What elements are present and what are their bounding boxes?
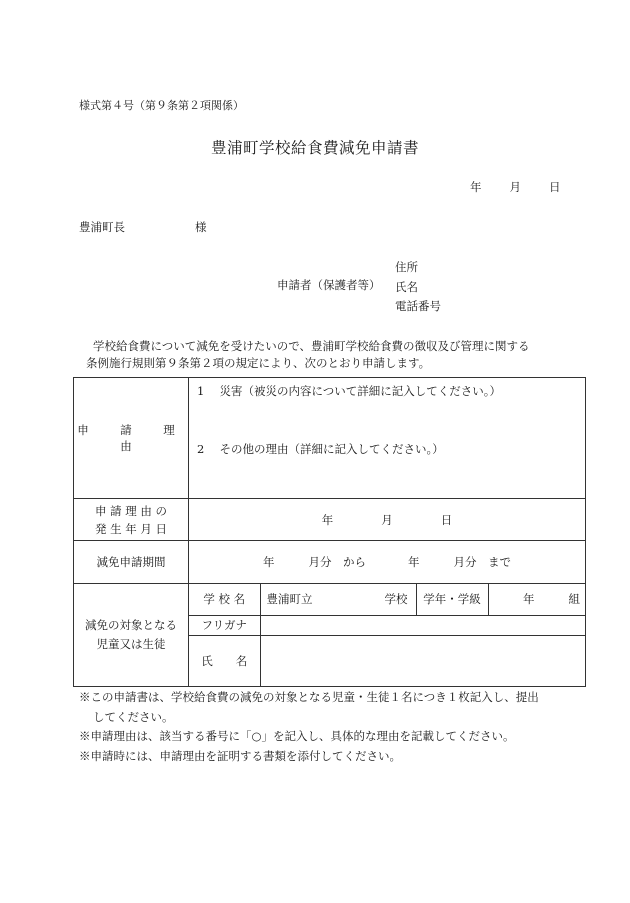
reason-option-1[interactable]: 1 災害（被災の内容について詳細に記入してください。） [197, 384, 501, 398]
period-label-cell [74, 541, 189, 584]
addressee-name: 豊浦町長 [79, 220, 125, 234]
grade-field[interactable] [488, 584, 586, 615]
reason-date-year: 年 [321, 512, 334, 527]
addressee [79, 219, 207, 235]
reason-date-day: 日 [440, 512, 453, 527]
reason-date-field[interactable] [189, 499, 586, 541]
period-year-from: 年 [263, 555, 275, 569]
grade-label: 学年・学級 [416, 584, 488, 615]
name-label: 氏名 [395, 279, 418, 294]
grade-class: 組 [568, 592, 580, 607]
application-table [73, 377, 586, 687]
reason-label: 申 請 理 由 [77, 423, 207, 453]
intro-line-1: 学校給食費について減免を受けたいので、豊浦町学校給食費の徴収及び管理に関する [93, 339, 530, 353]
note-2: ※申請理由は、該当する番号に「○」を記入し、具体的な理由を記載してください。 [79, 729, 515, 743]
furigana-label: フリガナ [189, 615, 260, 635]
intro-line-2: 条例施行規則第９条第２項の規定により、次のとおり申請します。 [86, 356, 431, 370]
target-label-1: 減免の対象となる [85, 618, 177, 632]
student-name-label: 氏 名 [189, 635, 260, 686]
form-number: 様式第４号（第９条第２項関係） [79, 99, 244, 112]
target-details-cell [189, 584, 586, 687]
phone-label: 電話番号 [395, 299, 441, 313]
target-details-table [189, 584, 586, 686]
period-year-to: 年 [408, 555, 420, 569]
notes [79, 688, 539, 766]
school-field[interactable] [260, 584, 416, 615]
reason-option-2[interactable]: 2 その他の理由（詳細に記入してください。） [197, 442, 444, 456]
reason-cell[interactable] [189, 378, 586, 499]
note-3: ※申請時には、申請理由を証明する書類を添付してください。 [79, 748, 401, 763]
furigana-field[interactable] [260, 615, 586, 635]
document-title: 豊浦町学校給食費減免申請書 [210, 139, 419, 157]
address-label: 住所 [395, 260, 418, 274]
note-1a: ※この申請書は、学校給食費の減免の対象となる児童・生徒１名につき１枚記入し、提出 [79, 690, 539, 704]
period-field[interactable] [189, 541, 586, 584]
applicant-label: 申請者（保護者等） [277, 278, 381, 292]
date-month-label: 月 [509, 180, 521, 194]
reason-date-label-1: 申 請 理 由 の [94, 503, 168, 518]
applicant-fields [395, 258, 441, 317]
date-year-label: 年 [470, 180, 482, 194]
school-label: 学 校 名 [189, 584, 260, 615]
target-label-2: 児童又は生徒 [96, 637, 166, 651]
note-1b: してください。 [93, 709, 174, 724]
period-label: 減免申請期間 [96, 555, 166, 569]
school-prefix: 豊浦町立 [266, 592, 313, 607]
reason-date-label-cell [74, 499, 189, 541]
reason-date-label-2: 発 生 年 月 日 [94, 521, 168, 536]
reason-label-cell [74, 378, 207, 499]
target-label-cell [74, 584, 189, 687]
period-month-to: 月分 まで [453, 555, 511, 569]
school-suffix: 学校 [384, 592, 408, 607]
application-date [470, 179, 561, 195]
period-month-from: 月分 から [308, 555, 366, 569]
date-day-label: 日 [549, 180, 561, 194]
addressee-suffix: 様 [195, 220, 207, 234]
reason-date-month: 月 [381, 512, 393, 527]
grade-year: 年 [523, 592, 535, 607]
student-name-field[interactable] [260, 635, 586, 686]
